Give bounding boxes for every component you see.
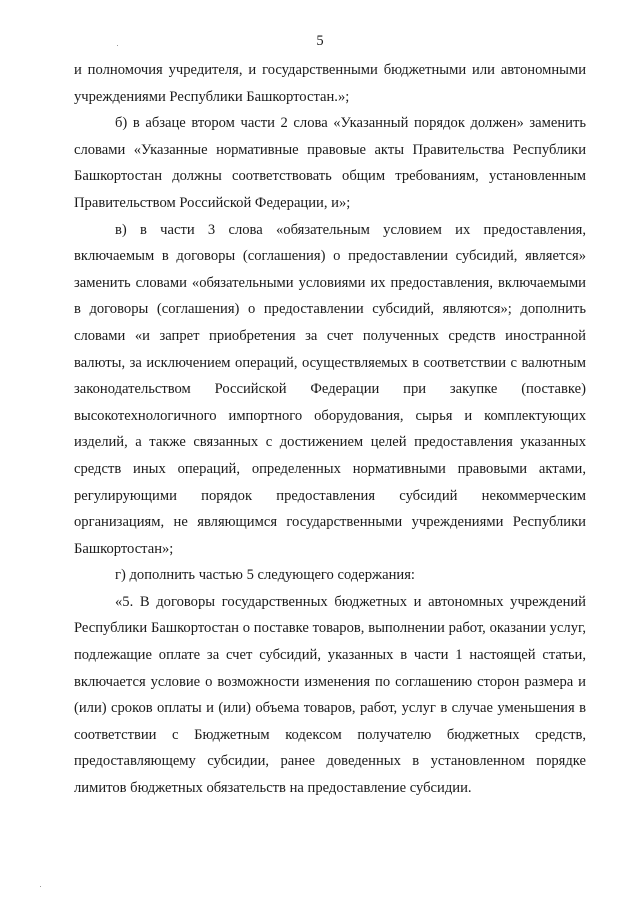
paragraph-continuation: и полномочия учредителя, и государственными бюджетными или автономными учреждениями Республики Башкортостан.»; xyxy=(74,62,586,105)
paragraph-b: б) в абзаце втором части 2 слова «Указанный порядок должен» заменить словами «Указанные нормативные правовые акты Правительства Республики Башкортостан должны соответствовать общим требованиям, установленным Правительством Российской Федерации, и»; xyxy=(74,115,586,211)
document-body xyxy=(74,57,586,802)
paragraph-v: в) в части 3 слова «обязательным условием их предоставления, включаемым в договоры (соглашения) о предоставлении субсидий, является» заменить словами «обязательными условиями их предоставления, включаемыми в договоры (соглашения) о предоставлении субсидий, являются»; дополнить словами «и запрет приобретения за счет полученных средств иностранной валюты, за исключением операций, осуществляемых в соответствии с валютным законодательством Российской Федерации при закупке (поставке) высокотехнологичного импортного оборудования, сырья и комплектующих изделий, а также связанных с достижением целей предоставления указанных средств иных операций, определенных нормативными правовыми актами, регулирующими порядок предоставления субсидий некоммерческим организациям, не являющимся государственными учреждениями Республики Башкортостан»; xyxy=(74,221,586,557)
paragraph-g: г) дополнить частью 5 следующего содержания: xyxy=(115,567,415,584)
page-number: 5 xyxy=(316,33,324,49)
paragraph-part-5: «5. В договоры государственных бюджетных и автономных учреждений Республики Башкортостан о поставке товаров, выполнении работ, оказании услуг, подлежащие оплате за счет субсидий, указанных в части 1 настоящей статьи, включается условие о возможности изменения по соглашению сторон размера и (или) сроков оплаты и (или) объема товаров, работ, услуг в случае уменьшения в соответствии с Бюджетным кодексом получателю бюджетных средств, предоставляющему субсидии, ранее доведенных в установленном порядке лимитов бюджетных обязательств на предоставление субсидии. xyxy=(74,593,586,797)
scan-speck xyxy=(40,886,41,887)
